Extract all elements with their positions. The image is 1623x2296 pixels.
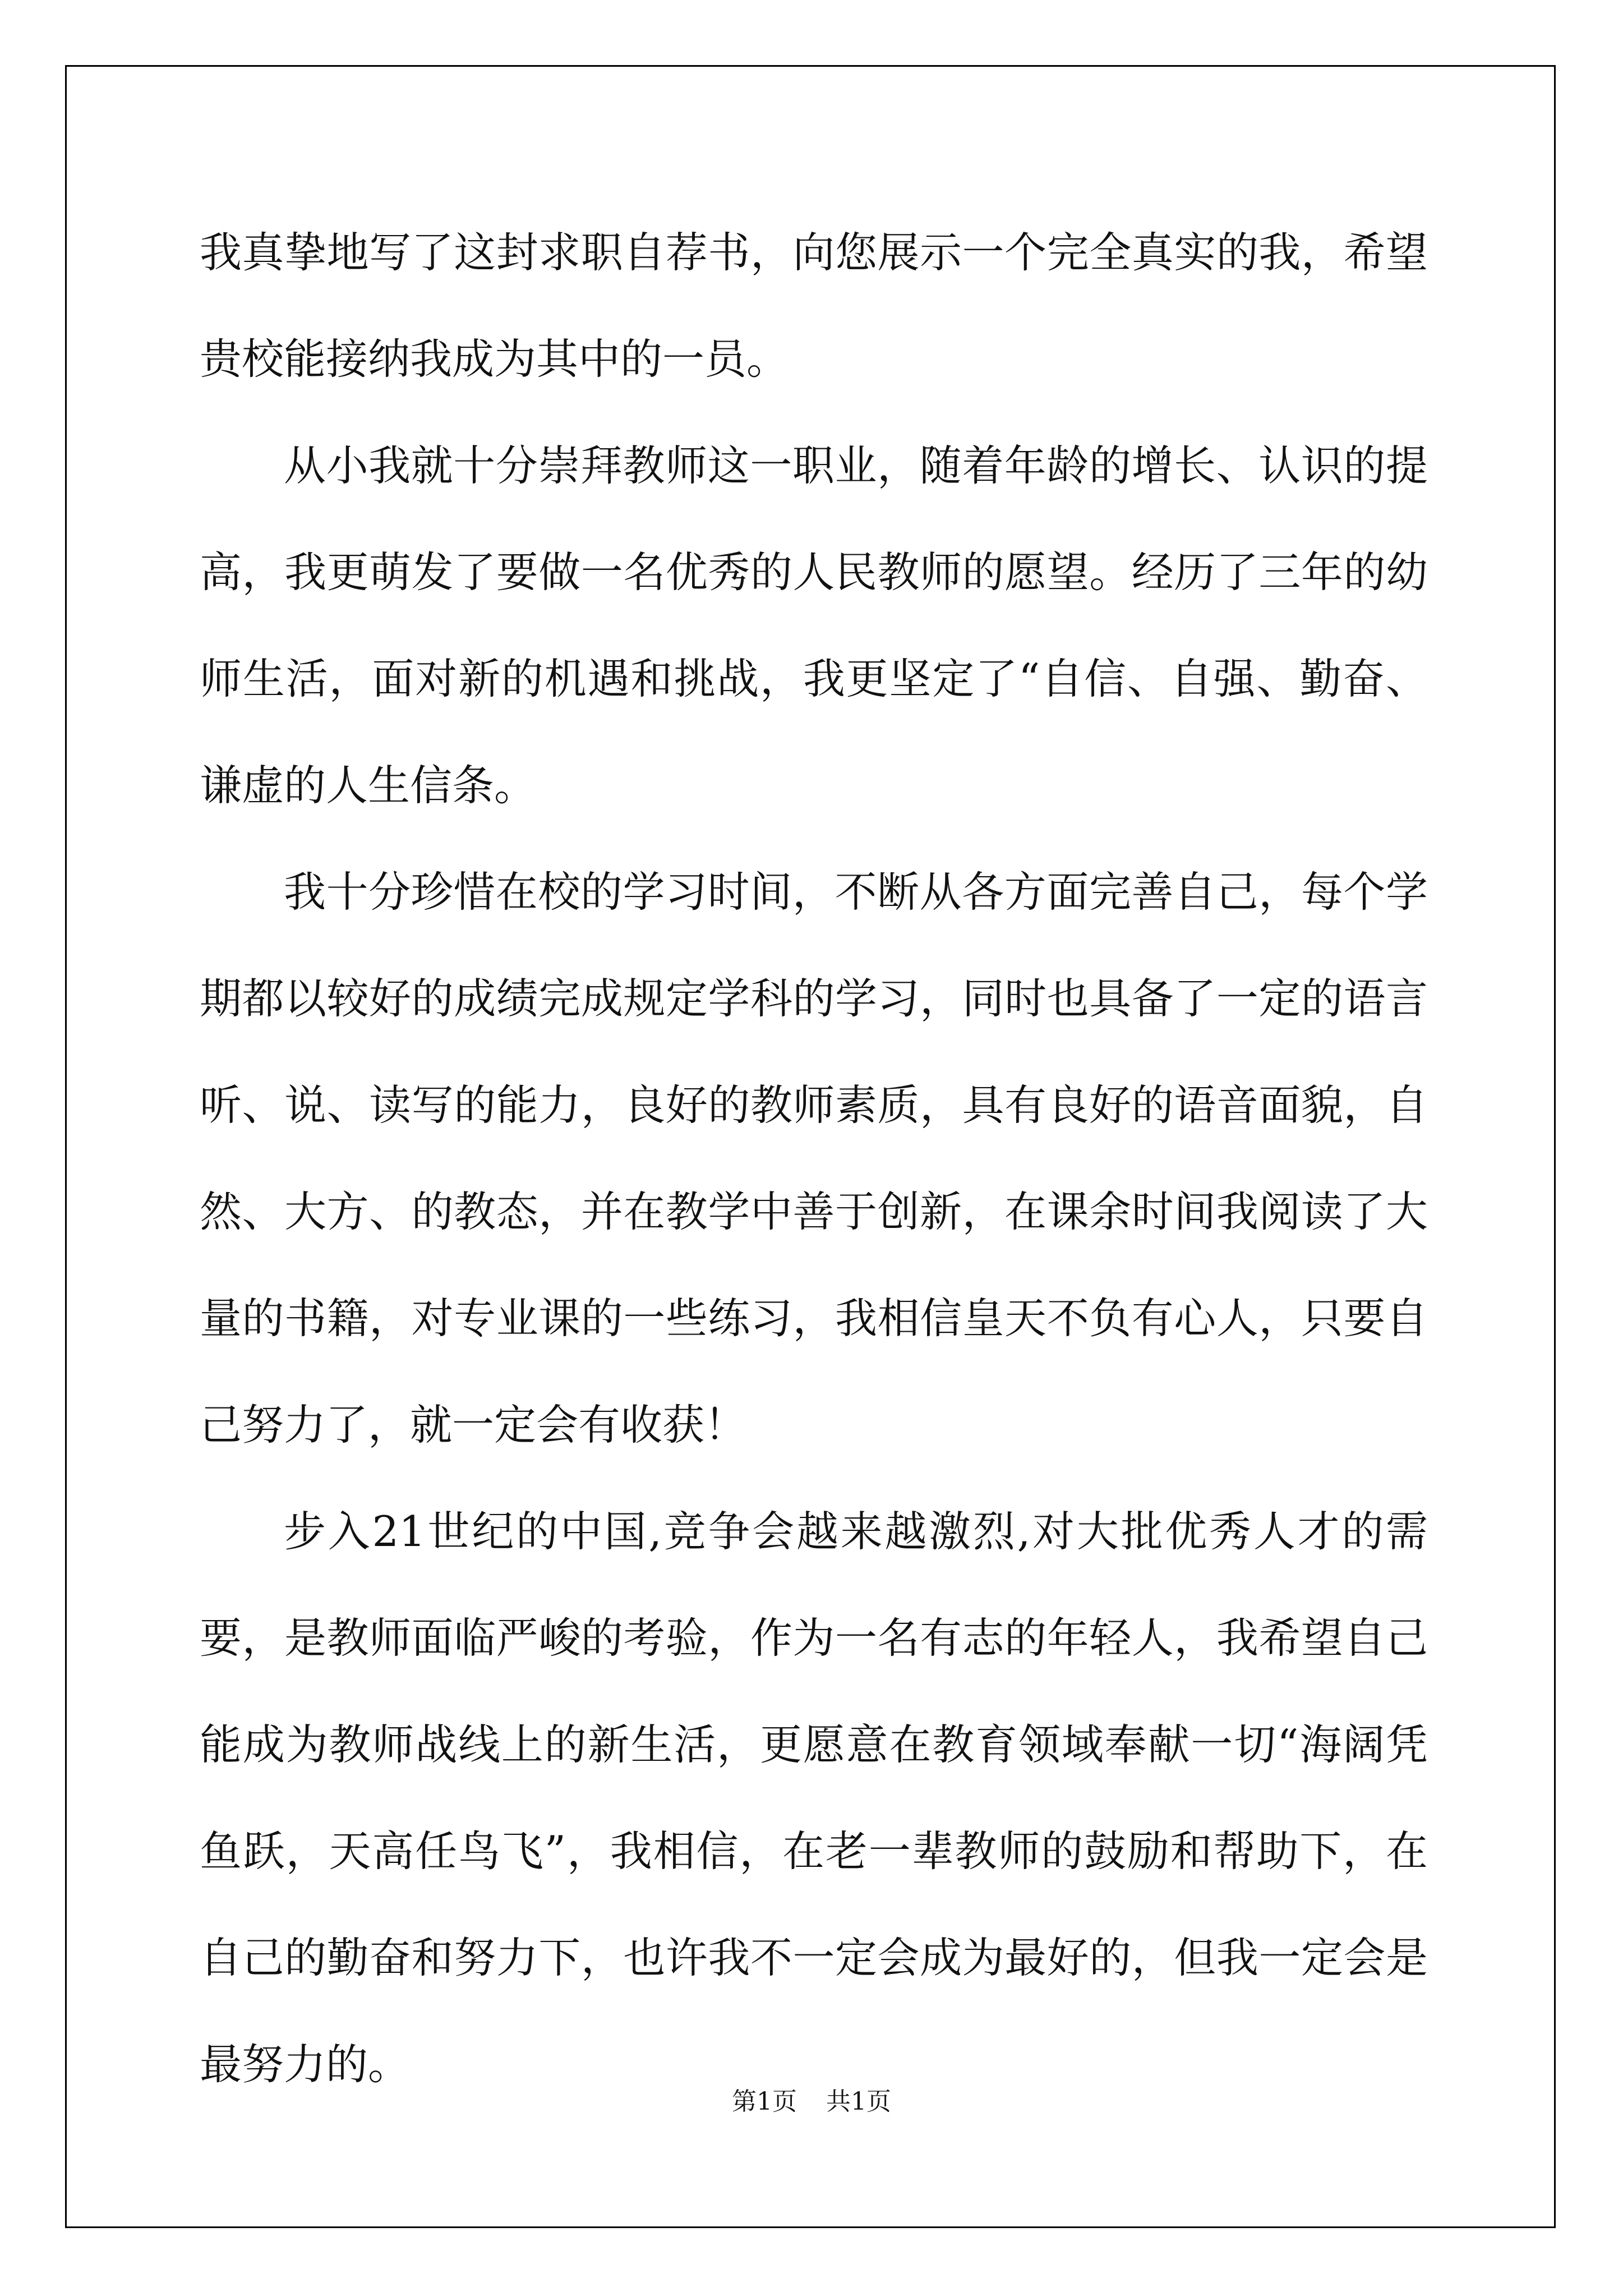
paragraph-3: 我十分珍惜在校的学习时间，不断从各方面完善自己，每个学期都以较好的成绩完成规定学科的学习，同时也具备了一定的语言听、说、读写的能力，良好的教师素质，具有良好的语音面貌，自然、大方、的教态，并在教学中善于创新，在课余时间我阅读了大量的书籍，对专业课的一些练习，我相信皇天不负有心人，只要自己努力了，就一定会有收获！ — [200, 867, 1428, 1450]
document-body — [200, 199, 1428, 2118]
paragraph-4: 步入21世纪的中国,竞争会越来越激烈,对大批优秀人才的需要，是教师面临严峻的考验，作为一名有志的年轻人，我希望自己能成为教师战线上的新生活，更愿意在教育领域奉献一切“海阔凭鱼跃，天高任鸟飞”，我相信，在老一辈教师的鼓励和帮助下，在自己的勤奋和努力下，也许我不一定会成为最好的，但我一定会是最努力的。 — [200, 1507, 1428, 2089]
page-footer — [0, 2081, 1623, 2117]
paragraph-2: 从小我就十分崇拜教师这一职业，随着年龄的增长、认识的提高，我更萌发了要做一名优秀的人民教师的愿望。经历了三年的幼师生活，面对新的机遇和挑战，我更坚定了“自信、自强、勤奋、谦虚的人生信条。 — [200, 441, 1428, 810]
paragraph-1: 我真挚地写了这封求职自荐书，向您展示一个完全真实的我，希望贵校能接纳我成为其中的一员。 — [200, 228, 1428, 384]
page-total: 共1页 — [826, 2087, 891, 2116]
page-number: 第1页 — [732, 2087, 797, 2116]
